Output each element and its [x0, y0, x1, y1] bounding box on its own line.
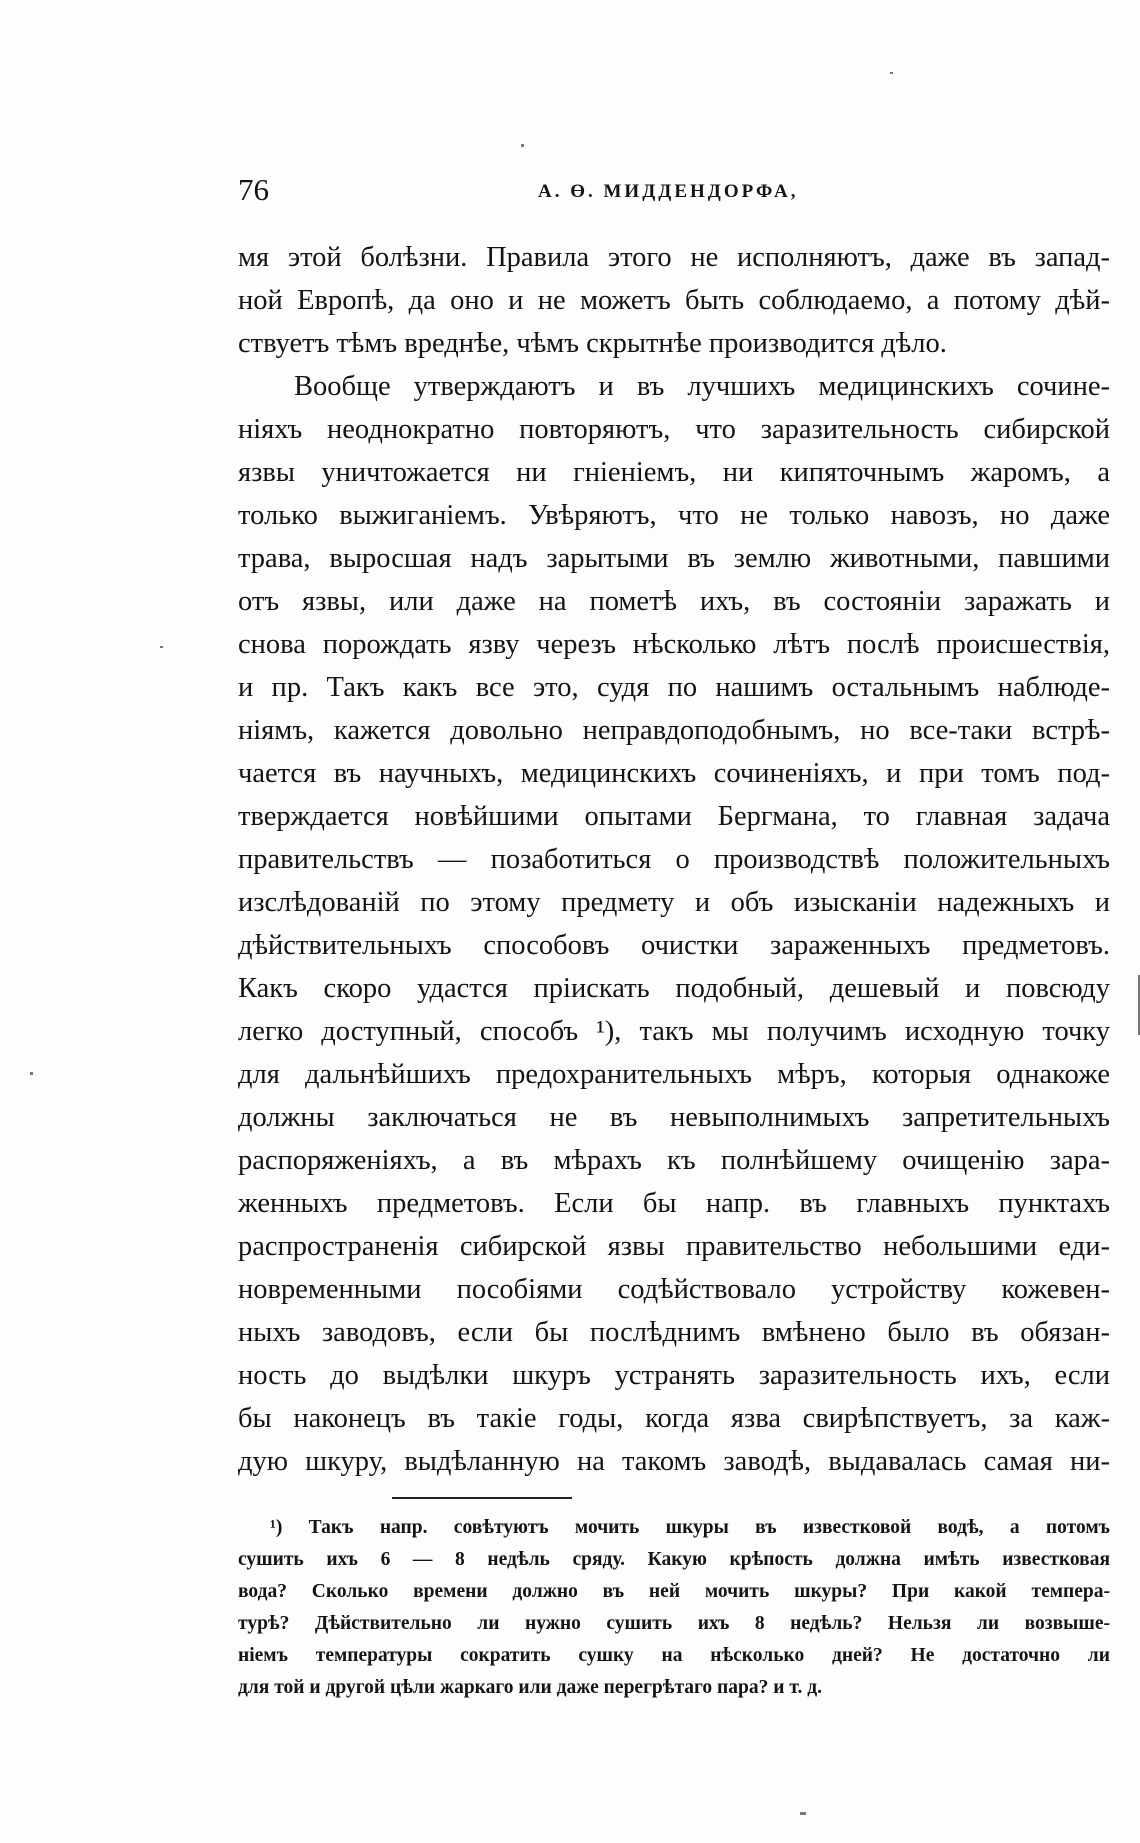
- scan-speck: [890, 72, 893, 74]
- text-line: Вообще утверждаютъ и въ лучшихъ медицинскихъ сочине-: [294, 371, 1110, 402]
- text-line: распространенія сибирской язвы правительство небольшими еди-: [238, 1231, 1110, 1262]
- text-line: только выжиганіемъ. Увѣряютъ, что не только навозъ, но даже: [238, 500, 1110, 531]
- text-line: ніямъ, кажется довольно неправдоподобнымъ, но все-таки встрѣ-: [238, 715, 1110, 746]
- footnote-line: для той и другой цѣли жаркаго или даже перегрѣтаго пара? и т. д.: [238, 1677, 822, 1698]
- text-line: бы наконецъ въ такіе годы, когда язва свирѣпствуетъ, за каж-: [238, 1403, 1110, 1434]
- text-line: ность до выдѣлки шкуръ устранять заразительность ихъ, если: [238, 1360, 1110, 1391]
- footnote-line: сушить ихъ 6 — 8 недѣль сряду. Какую крѣпость должна имѣть известковая: [238, 1549, 1110, 1570]
- text-line: легко доступный, способъ ¹), такъ мы получимъ исходную точку: [238, 1016, 1110, 1047]
- footnote-line: турѣ? Дѣйствительно ли нужно сушить ихъ 8 недѣль? Нельзя ли возвыше-: [238, 1613, 1110, 1634]
- footnote-line: вода? Сколько времени должно въ ней мочить шкуры? При какой темпера-: [238, 1581, 1110, 1602]
- text-line: женныхъ предметовъ. Если бы напр. въ главныхъ пунктахъ: [238, 1188, 1110, 1219]
- text-line: ныхъ заводовъ, если бы послѣднимъ вмѣнено было въ обязан-: [238, 1317, 1110, 1348]
- text-line: правительствъ — позаботиться о производствѣ положительныхъ: [238, 844, 1110, 875]
- page-header: [238, 168, 1128, 212]
- footnote-divider: [392, 1497, 572, 1499]
- text-line: ніяхъ неоднократно повторяютъ, что заразительность сибирской: [238, 414, 1110, 445]
- running-head: А. Ө. МИДДЕНДОРФА,: [538, 181, 799, 202]
- footnote: [238, 1512, 1110, 1704]
- text-line: дую шкуру, выдѣланную на такомъ заводѣ, выдавалась самая ни-: [238, 1446, 1110, 1477]
- text-line: язвы уничтожается ни гніеніемъ, ни кипяточнымъ жаромъ, а: [238, 457, 1110, 488]
- footnote-line: ¹) Такъ напр. совѣтуютъ мочить шкуры въ известковой водѣ, а потомъ: [270, 1517, 1110, 1538]
- text-line: Какъ скоро удастся пріискать подобный, дешевый и повсюду: [238, 973, 1110, 1004]
- text-line: распоряженіяхъ, а въ мѣрахъ къ полнѣйшему очищенію зара-: [238, 1145, 1110, 1176]
- text-line: дѣйствительныхъ способовъ очистки зараженныхъ предметовъ.: [238, 930, 1110, 961]
- scan-speck: [800, 1812, 806, 1815]
- text-line: должны заключаться не въ невыполнимыхъ запретительныхъ: [238, 1102, 1110, 1133]
- text-line: мя этой болѣзни. Правила этого не исполняютъ, даже въ запад-: [238, 242, 1110, 273]
- text-line: ной Европѣ, да оно и не можетъ быть соблюдаемо, а потому дѣй-: [238, 285, 1110, 316]
- main-text: [238, 236, 1110, 1476]
- footnote-line: ніемъ температуры сократить сушку на нѣсколько дней? Не достаточно ли: [238, 1645, 1110, 1666]
- text-line: трава, выросшая надъ зарытыми въ землю животными, павшими: [238, 543, 1110, 574]
- text-line: и пр. Такъ какъ все это, судя по нашимъ остальнымъ наблюде-: [238, 672, 1110, 703]
- scan-speck: [521, 144, 524, 147]
- scan-speck: [30, 1072, 33, 1075]
- text-line: для дальнѣйшихъ предохранительныхъ мѣръ, которыя однакоже: [238, 1059, 1110, 1090]
- page-number: 76: [238, 172, 269, 207]
- scan-speck: [160, 646, 163, 648]
- text-line: ствуетъ тѣмъ вреднѣе, чѣмъ скрытнѣе производится дѣло.: [238, 328, 947, 359]
- text-line: изслѣдованій по этому предмету и объ изысканіи надежныхъ и: [238, 887, 1110, 918]
- text-line: новременными пособіями содѣйствовало устройству кожевен-: [238, 1274, 1110, 1305]
- text-line: чается въ научныхъ, медицинскихъ сочиненіяхъ, и при томъ под-: [238, 758, 1110, 789]
- text-line: тверждается новѣйшими опытами Бергмана, то главная задача: [238, 801, 1110, 832]
- text-line: снова порождать язву черезъ нѣсколько лѣтъ послѣ происшествія,: [238, 629, 1110, 660]
- text-line: отъ язвы, или даже на пометѣ ихъ, въ состояніи заражать и: [238, 586, 1110, 617]
